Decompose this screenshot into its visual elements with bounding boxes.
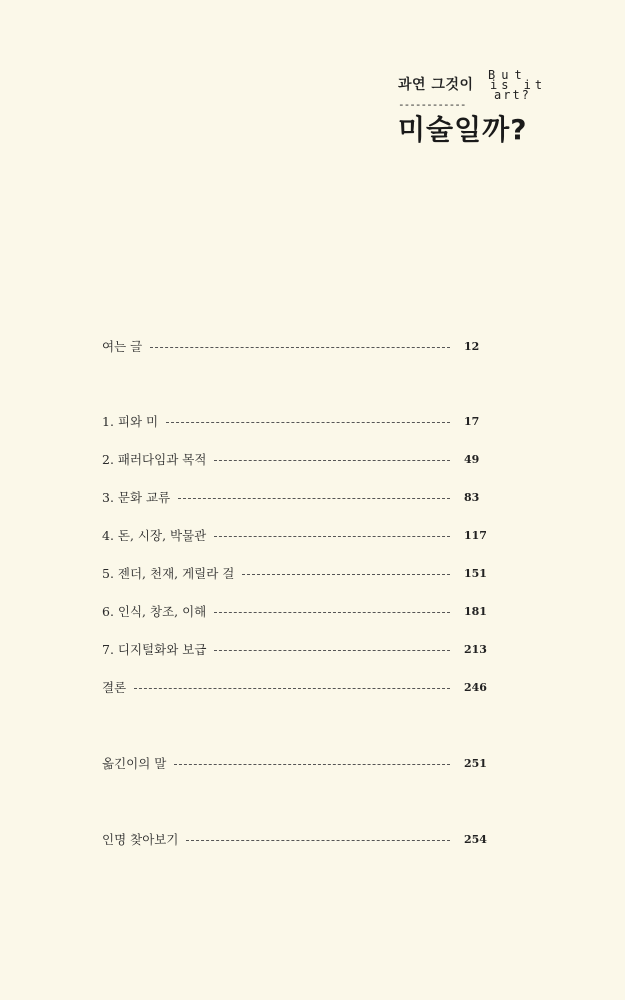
dot-leader [186, 840, 450, 841]
toc-title: 인명 찾아보기 [102, 832, 179, 847]
toc-title: 옮긴이의 말 [102, 756, 167, 771]
toc-title: 5. 젠더, 천재, 게릴라 걸 [102, 566, 235, 581]
toc-page-number: 83 [464, 490, 480, 504]
dot-leader [214, 536, 450, 537]
english-title-line-1: But [488, 68, 528, 82]
dot-leader [242, 574, 450, 575]
toc-title: 3. 문화 교류 [102, 490, 171, 505]
toc-title: 4. 돈, 시장, 박물관 [102, 528, 207, 543]
toc-page-number: 181 [464, 604, 487, 618]
toc-entry-chapter-4[interactable] [102, 525, 486, 545]
toc-page-number: 251 [464, 756, 487, 770]
toc-page-number: 213 [464, 642, 487, 656]
toc-page-number: 254 [464, 832, 487, 846]
toc-entry-chapter-7[interactable] [102, 639, 486, 659]
toc-entry-conclusion[interactable] [102, 677, 486, 697]
toc-entry-chapter-1[interactable] [102, 411, 486, 431]
title-dash-line: ------------ [398, 98, 466, 111]
dot-leader [214, 460, 450, 461]
toc-entry-name-index[interactable] [102, 829, 486, 849]
toc-page-number: 17 [464, 414, 480, 428]
toc-page-number: 12 [464, 339, 480, 353]
page-title: 미술일까? [398, 113, 528, 146]
dot-leader [174, 764, 450, 765]
toc-title: 1. 피와 미 [102, 414, 159, 429]
toc-entry-chapter-2[interactable] [102, 449, 486, 469]
title-kicker: 과연 그것이 [398, 77, 474, 93]
toc-title: 7. 디지털화와 보급 [102, 642, 207, 657]
english-title-line-3: art? [494, 88, 531, 102]
toc-entry-chapter-6[interactable] [102, 601, 486, 621]
dot-leader [214, 612, 450, 613]
english-title-line-2: is it [490, 78, 547, 92]
toc-entry-chapter-3[interactable] [102, 487, 486, 507]
toc-title: 2. 패러다임과 목적 [102, 452, 207, 467]
toc-title: 여는 글 [102, 339, 143, 354]
dot-leader [166, 422, 450, 423]
toc-page-number: 49 [464, 452, 480, 466]
toc-page-number: 246 [464, 680, 487, 694]
dot-leader [150, 347, 450, 348]
dot-leader [214, 650, 450, 651]
toc-page-number: 151 [464, 566, 487, 580]
toc-entry-chapter-5[interactable] [102, 563, 486, 583]
dot-leader [178, 498, 450, 499]
dot-leader [134, 688, 450, 689]
toc-page-number: 117 [464, 528, 487, 542]
toc-entry-intro[interactable] [102, 336, 486, 356]
toc-title: 6. 인식, 창조, 이해 [102, 604, 207, 619]
toc-title: 결론 [102, 680, 127, 695]
english-title [488, 68, 547, 110]
book-title-logo [398, 68, 558, 158]
toc-entry-translator-note[interactable] [102, 753, 486, 773]
